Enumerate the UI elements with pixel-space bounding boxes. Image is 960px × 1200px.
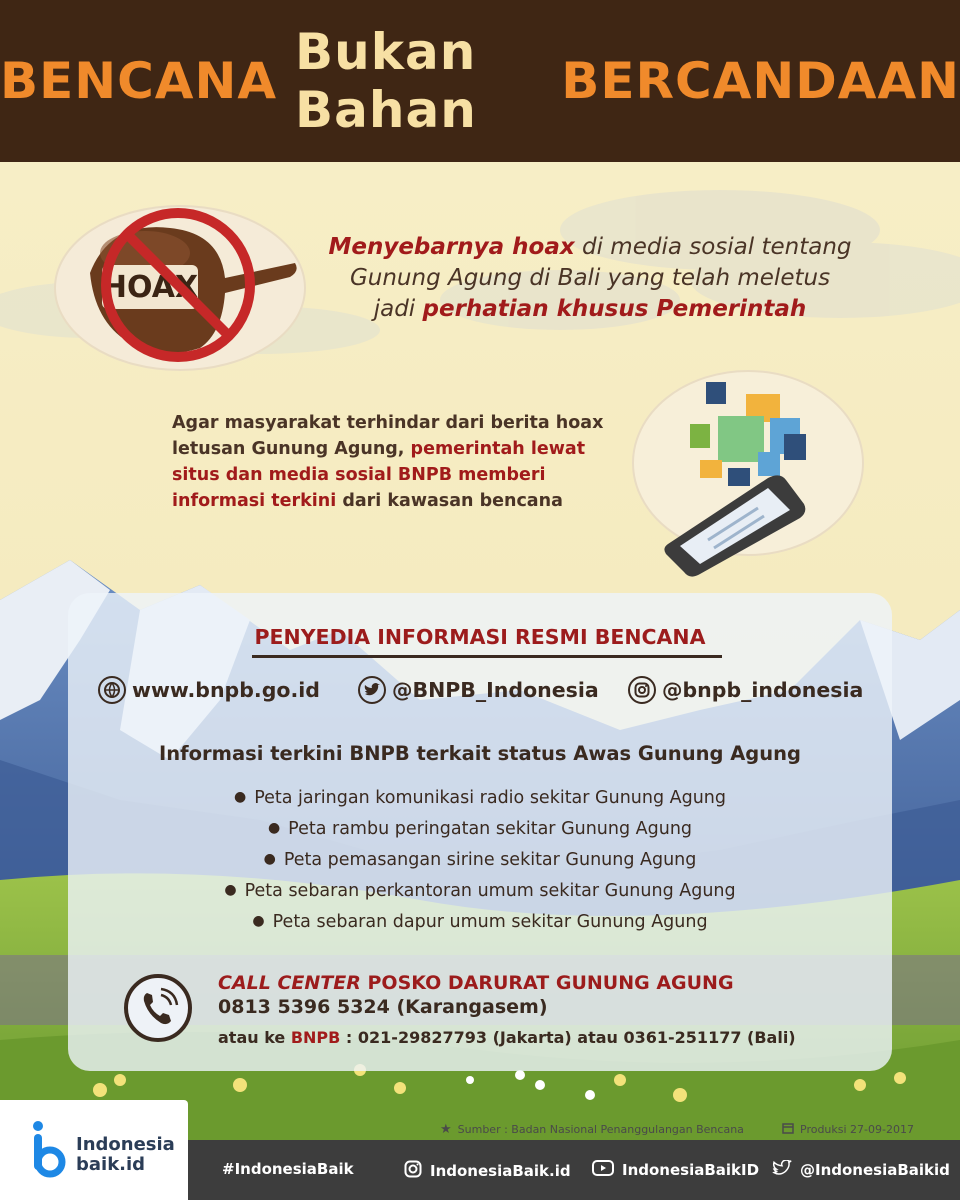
instagram-icon — [404, 1160, 422, 1182]
hoax-badge-text: HOAX — [101, 270, 199, 305]
list-item: ● Peta pemasangan sirine sekitar Gunung Agung — [0, 850, 960, 881]
contact-instagram-label: @bnpb_indonesia — [662, 678, 864, 702]
intro-highlight-hoax: Menyebarnya hoax — [328, 234, 575, 260]
no-hoax-icon — [50, 193, 310, 373]
production-date: Produksi 27-09-2017 — [782, 1122, 914, 1137]
intro-explanation: Agar masyarakat terhindar dari berita hoax letusan Gunung Agung, pemerintah lewat situs dan media sosial BNPB memberi informasi terkini dari kawasan bencana — [172, 413, 604, 511]
contact-twitter[interactable] — [358, 676, 599, 704]
title-word-bukan-bahan: Bukan Bahan — [295, 23, 477, 139]
intro-statement: Menyebarnya hoax di media sosial tentang Gunung Agung di Bali yang telah meletus jadi perhatian khusus Pemerintah — [328, 234, 852, 322]
bnpb-highlight: BNPB — [290, 1028, 341, 1047]
contact-website[interactable] — [98, 676, 320, 704]
call-center-number[interactable]: 0813 5396 5324 (Karangasem) — [218, 996, 548, 1018]
panel-title-underline — [252, 655, 722, 658]
intro-highlight-pemerintah: perhatian khusus Pemerintah — [422, 296, 807, 322]
footer-twitter[interactable]: @IndonesiaBaikid — [772, 1160, 950, 1180]
youtube-icon — [592, 1160, 614, 1180]
contact-website-label: www.bnpb.go.id — [132, 678, 320, 702]
twitter-icon — [358, 676, 386, 704]
map-list — [0, 788, 960, 943]
twitter-icon — [772, 1160, 792, 1180]
intro-explanation-highlight: pemerintah lewat situs dan media sosial BNPB memberi informasi terkini — [172, 439, 586, 511]
call-center-title: CALL CENTER POSKO DARURAT GUNUNG AGUNG — [218, 972, 734, 994]
list-item: ● Peta sebaran perkantoran umum sekitar Gunung Agung — [0, 881, 960, 912]
contact-twitter-label: @BNPB_Indonesia — [392, 678, 599, 702]
status-title: Informasi terkini BNPB terkait status Awas Gunung Agung — [159, 742, 801, 765]
official-contacts — [98, 676, 878, 708]
indonesiabaik-logo-icon — [30, 1120, 70, 1180]
list-item: ● Peta sebaran dapur umum sekitar Gunung Agung — [0, 912, 960, 943]
footer-youtube[interactable]: IndonesiaBaikID — [592, 1160, 759, 1180]
footer-instagram[interactable]: IndonesiaBaik.id — [404, 1160, 571, 1182]
panel-title: PENYEDIA INFORMASI RESMI BENCANA — [254, 625, 706, 649]
globe-icon — [98, 676, 126, 704]
contact-instagram[interactable] — [628, 676, 863, 704]
phone-call-icon — [123, 973, 193, 1043]
source-credit: ★ Sumber : Badan Nasional Penanggulangan Bencana — [440, 1122, 744, 1137]
title-word-bencana: BENCANA — [0, 52, 278, 110]
instagram-icon — [628, 676, 656, 704]
call-center-alternatives: atau ke BNPB : 021-29827793 (Jakarta) atau 0361-251177 (Bali) — [218, 1028, 796, 1047]
star-icon: ★ — [440, 1122, 452, 1137]
social-media-tablet-icon — [608, 368, 868, 578]
list-item: ● Peta rambu peringatan sekitar Gunung Agung — [0, 819, 960, 850]
footer-hashtag[interactable]: #IndonesiaBaik — [222, 1160, 354, 1178]
title-word-bercandaan: BERCANDAAN — [561, 52, 960, 110]
list-item: ● Peta jaringan komunikasi radio sekitar Gunung Agung — [0, 788, 960, 819]
header-banner — [0, 0, 960, 162]
calendar-icon — [782, 1122, 794, 1137]
indonesiabaik-logo-text: Indonesia baik.id — [76, 1134, 175, 1175]
